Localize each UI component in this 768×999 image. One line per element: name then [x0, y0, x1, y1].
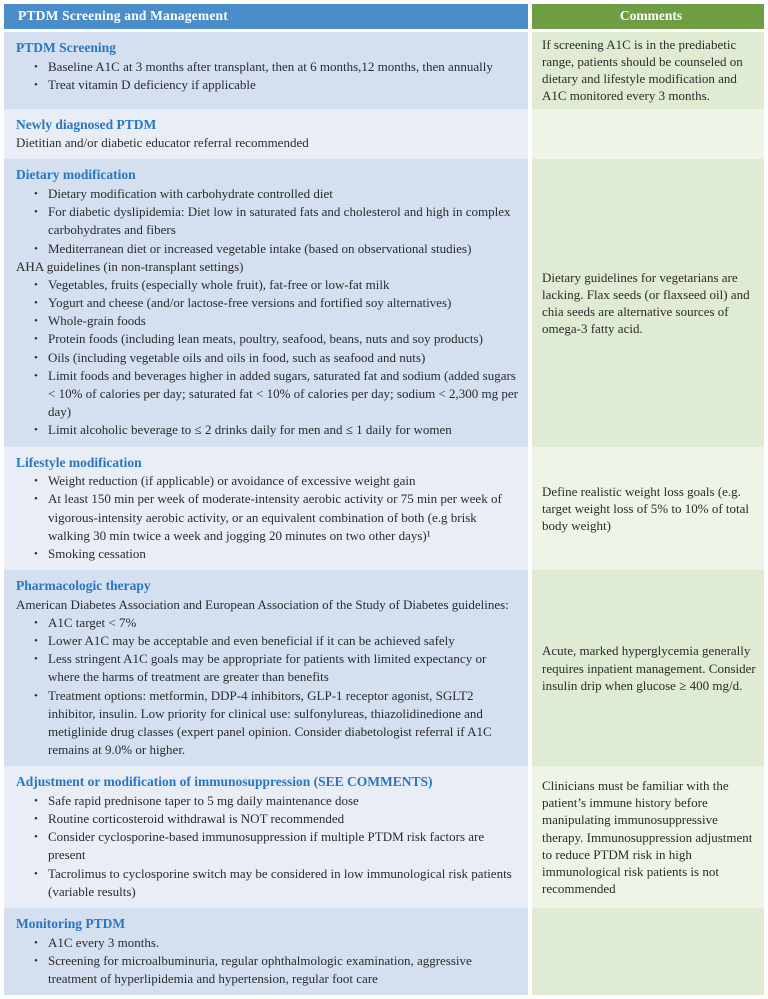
bullet-dot-icon: •: [34, 297, 38, 310]
bullet-item: [16, 203, 520, 239]
section-content: [16, 185, 520, 440]
bullet-item: [16, 545, 520, 563]
bullet-text: For diabetic dyslipidemia: Diet low in saturated fats and cholesterol and high in complex carbohydrates and fibers: [48, 204, 511, 238]
bullet-item: [16, 240, 520, 258]
bullet-item: [16, 614, 520, 632]
bullet-item: [16, 934, 520, 952]
management-cell: [4, 766, 528, 908]
header-comments-column: Comments: [532, 4, 764, 29]
bullet-text: Limit alcoholic beverage to ≤ 2 drinks daily for men and ≤ 1 daily for women: [48, 422, 452, 438]
comment-cell: [532, 159, 764, 446]
bullet-dot-icon: •: [34, 78, 38, 91]
bullet-item: [16, 632, 520, 650]
bullet-item: [16, 865, 520, 901]
bullet-text: Whole-grain foods: [48, 313, 146, 329]
table-row: [4, 908, 764, 995]
management-cell: [4, 32, 528, 109]
bullet-item: [16, 58, 520, 76]
comment-cell: [532, 766, 764, 908]
bullet-text: Treat vitamin D deficiency if applicable: [48, 76, 256, 92]
bullet-text: A1C every 3 months.: [48, 934, 160, 950]
bullet-text: Safe rapid prednisone taper to 5 mg daily maintenance dose: [48, 792, 359, 808]
plain-text-line: AHA guidelines (in non-transplant settings): [16, 258, 244, 274]
bullet-dot-icon: •: [34, 547, 38, 560]
comment-cell: [532, 32, 764, 109]
management-cell: [4, 159, 528, 446]
bullet-text: Yogurt and cheese (and/or lactose-free versions and fortified soy alternatives): [48, 295, 452, 311]
management-cell: [4, 570, 528, 766]
table-row: [4, 766, 764, 908]
bullet-dot-icon: •: [34, 187, 38, 200]
bullet-text: Less stringent A1C goals may be appropriate for patients with limited expectancy or where the harms of treatment are greater than benefits: [48, 651, 487, 685]
bullet-dot-icon: •: [34, 831, 38, 844]
bullet-text: Dietary modification with carbohydrate controlled diet: [48, 185, 333, 201]
section-heading: Pharmacologic therapy: [16, 578, 151, 594]
bullet-text: Baseline A1C at 3 months after transplant, then at 6 months,12 months, then annually: [48, 58, 493, 74]
bullet-text: A1C target < 7%: [48, 614, 137, 630]
bullet-dot-icon: •: [34, 616, 38, 629]
section-heading: Dietary modification: [16, 167, 136, 183]
plain-text-line: Dietitian and/or diabetic educator referral recommended: [16, 135, 309, 151]
bullet-dot-icon: •: [34, 315, 38, 328]
bullet-item: [16, 792, 520, 810]
bullet-dot-icon: •: [34, 689, 38, 702]
section-content: [16, 596, 520, 760]
comment-text: Acute, marked hyperglycemia generally requires inpatient management. Consider insulin drip when glucose ≥ 400 mg/d.: [542, 643, 756, 693]
bullet-dot-icon: •: [34, 424, 38, 437]
bullet-dot-icon: •: [34, 60, 38, 73]
bullet-item: [16, 312, 520, 330]
bullet-dot-icon: •: [34, 333, 38, 346]
bullet-item: [16, 490, 520, 545]
bullet-dot-icon: •: [34, 867, 38, 880]
section-heading: Monitoring PTDM: [16, 916, 126, 931]
bullet-item: [16, 828, 520, 864]
bullet-text: Treatment options: metformin, DDP-4 inhibitors, GLP-1 receptor agonist, SGLT2 inhibitor, insulin. Low priority for clinical use: sulfonylureas, thiazolidinedione and metiglinide drug classes (expert panel opinion. Consider diabetologist referral if A1C remains at 9.0% or higher.: [48, 687, 492, 758]
bullet-text: Consider cyclosporine-based immunosuppression if multiple PTDM risk factors are present: [48, 829, 485, 863]
comment-cell: [532, 447, 764, 571]
comment-text: If screening A1C is in the prediabetic range, patients should be counseled on dietary and lifestyle modification and A1C monitored every 3 months.: [542, 37, 743, 104]
management-cell: [4, 109, 528, 160]
section-heading: PTDM Screening: [16, 40, 116, 55]
table-header-row: [4, 4, 764, 29]
bullet-dot-icon: •: [34, 936, 38, 949]
section-content: [16, 134, 520, 152]
table-row: [4, 32, 764, 109]
comment-text: Dietary guidelines for vegetarians are lacking. Flax seeds (or flaxseed oil) and chia seeds are alternative sources of omega-3 fatty acid.: [542, 269, 750, 337]
bullet-text: Protein foods (including lean meats, poultry, seafood, beans, nuts and soy products): [48, 331, 483, 347]
header-management-column: PTDM Screening and Management: [4, 4, 528, 29]
comment-cell: [532, 908, 764, 995]
comment-text: Clinicians must be familiar with the patient’s immune history before manipulating immunosuppressive therapy. Immunosuppression adjustment to reduce PTDM risk in high immunological risk patients is not recommended: [542, 778, 753, 897]
bullet-text: Lower A1C may be acceptable and even beneficial if it can be achieved safely: [48, 633, 455, 648]
bullet-dot-icon: •: [34, 635, 38, 647]
section-heading: Lifestyle modification: [16, 454, 142, 470]
bullet-text: Screening for microalbuminuria, regular ophthalmologic examination, aggressive treatment of hyperlipidemia and hypertension, regular foot care: [48, 952, 472, 986]
table-row: [4, 159, 764, 446]
section-content: [16, 472, 520, 563]
ptdm-management-table: [4, 4, 764, 995]
comment-cell: [532, 570, 764, 766]
bullet-dot-icon: •: [34, 954, 38, 967]
bullet-dot-icon: •: [34, 794, 38, 807]
management-cell: [4, 447, 528, 571]
bullet-text: Routine corticosteroid withdrawal is NOT recommended: [48, 811, 345, 827]
bullet-dot-icon: •: [34, 493, 38, 506]
bullet-item: [16, 687, 520, 760]
bullet-dot-icon: •: [34, 351, 38, 364]
table-body: [4, 32, 764, 995]
bullet-dot-icon: •: [34, 653, 38, 666]
bullet-item: [16, 650, 520, 686]
bullet-item: [16, 367, 520, 422]
bullet-text: Limit foods and beverages higher in added sugars, saturated fat and sodium (added sugars < 10% of calories per day; saturated fat < 10% of calories per day; sodium < 2,300 mg per day): [48, 367, 518, 420]
bullet-text: Weight reduction (if applicable) or avoidance of excessive weight gain: [48, 473, 416, 489]
bullet-text: Vegetables, fruits (especially whole fruit), fat-free or low-fat milk: [48, 276, 390, 292]
bullet-dot-icon: •: [34, 369, 38, 382]
bullet-item: [16, 952, 520, 988]
table-row: [4, 570, 764, 766]
bullet-item: [16, 76, 520, 94]
section-content: [16, 792, 520, 901]
plain-text-line: American Diabetes Association and European Association of the Study of Diabetes guidelines:: [16, 596, 509, 612]
bullet-item: [16, 276, 520, 294]
bullet-dot-icon: •: [34, 278, 38, 291]
bullet-dot-icon: •: [34, 813, 38, 826]
bullet-item: [16, 472, 520, 490]
table-row: [4, 447, 764, 571]
bullet-item: [16, 421, 520, 439]
comment-cell: [532, 109, 764, 160]
bullet-item: [16, 810, 520, 828]
bullet-text: At least 150 min per week of moderate-intensity aerobic activity or 75 min per week of vigorous-intensity aerobic activity, or an equivalent combination of both (e.g brisk walking 30 min twice a week and jogging 20 minutes on two other days)¹: [48, 491, 502, 543]
comment-text: Define realistic weight loss goals (e.g. target weight loss of 5% to 10% of total body weight): [542, 483, 750, 533]
bullet-item: [16, 294, 520, 312]
bullet-item: [16, 349, 520, 367]
section-content: [16, 934, 520, 989]
bullet-item: [16, 330, 520, 348]
bullet-text: Tacrolimus to cyclosporine switch may be considered in low immunological risk patients (variable results): [48, 865, 512, 899]
bullet-text: Oils (including vegetable oils and oils in food, such as seafood and nuts): [48, 349, 426, 365]
management-cell: [4, 908, 528, 995]
bullet-text: Mediterranean diet or increased vegetable intake (based on observational studies): [48, 240, 472, 256]
table-row: [4, 109, 764, 160]
bullet-item: [16, 185, 520, 203]
bullet-dot-icon: •: [34, 242, 38, 255]
bullet-dot-icon: •: [34, 206, 38, 219]
section-heading: Newly diagnosed PTDM: [16, 116, 157, 132]
bullet-text: Smoking cessation: [48, 545, 146, 561]
bullet-dot-icon: •: [34, 475, 38, 488]
section-heading: Adjustment or modification of immunosuppression (SEE COMMENTS): [16, 774, 433, 790]
section-content: [16, 58, 520, 94]
